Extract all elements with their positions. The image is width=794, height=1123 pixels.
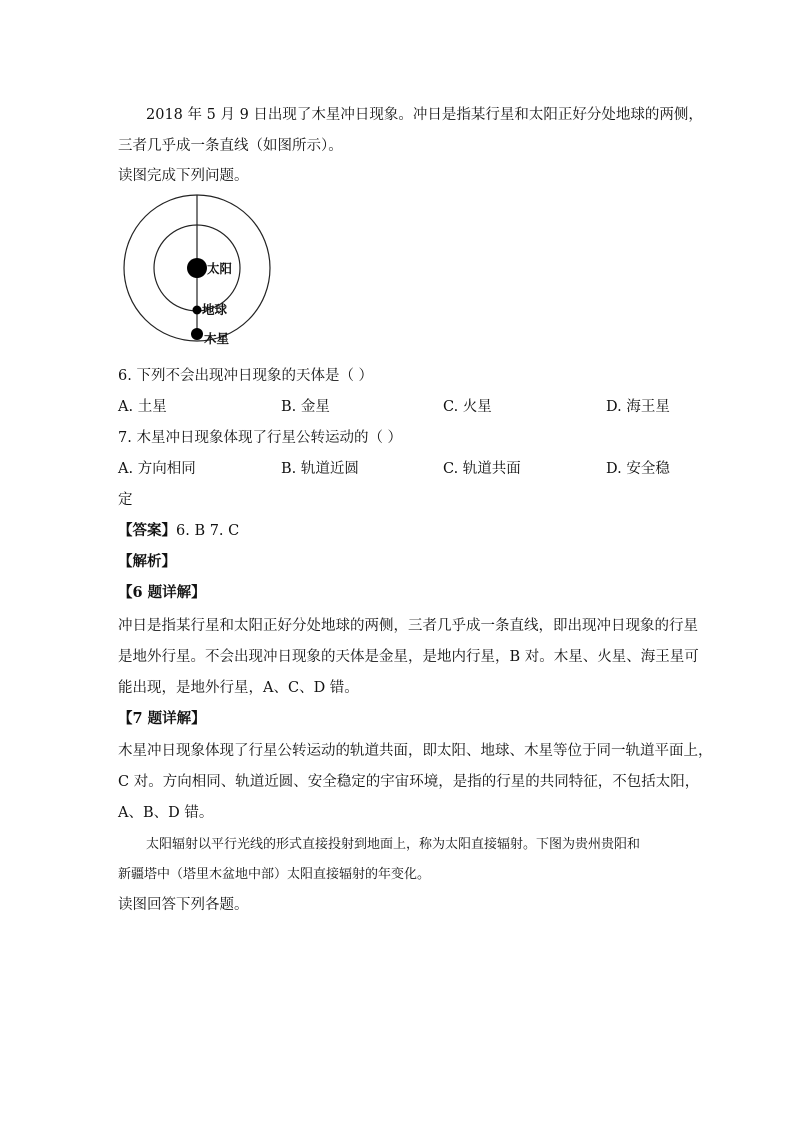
q6-option-c[interactable]: C. 火星 [443,399,492,415]
detail7-line-1: 木星冲日现象体现了行星公转运动的轨道共面，即太阳、地球、木星等位于同一轨道平面上， [118,743,713,759]
next-line-2: 新疆塔中（塔里木盆地中部）太阳直接辐射的年变化。 [118,867,431,882]
analysis-label: 【解析】 [118,553,176,570]
q7-option-c[interactable]: C. 轨道共面 [443,461,521,477]
q7-option-wrap: 定 [118,492,133,508]
intro-line-1: 2018 年 5 月 9 日出现了木星冲日现象。冲日是指某行星和太阳正好分处地球的两侧， [146,107,703,123]
q6-option-b[interactable]: B. 金星 [281,399,330,415]
sun-icon [187,258,207,278]
detail6-line-3: 能出现，是地外行星，A、C、D 错。 [118,680,359,696]
detail6-label: 【6 题详解】 [118,584,206,601]
detail7-label: 【7 题详解】 [118,710,206,727]
orbit-diagram-svg [120,192,275,352]
q7-option-b[interactable]: B. 轨道近圆 [281,461,359,477]
detail7-line-2: C 对。方向相同、轨道近圆、安全稳定的宇宙环境，是指的行星的共同特征，不包括太阳， [118,774,700,790]
detail7-line-3: A、B、D 错。 [118,805,214,821]
next-instruction: 读图回答下列各题。 [118,897,249,913]
intro-line-2: 三者几乎成一条直线（如图所示）。 [118,138,343,154]
detail6-line-2: 是地外行星。不会出现冲日现象的天体是金星，是地内行星，B 对。木星、火星、海王星可 [118,649,699,665]
earth-icon [193,306,202,315]
q6-option-a[interactable]: A. 土星 [118,399,167,415]
sun-label: 太阳 [207,261,233,276]
answer-label: 【答案】 [118,522,176,539]
jupiter-icon [191,328,203,340]
answer-text: 6. B 7. C [176,523,240,539]
detail6-line-1: 冲日是指某行星和太阳正好分处地球的两侧，三者几乎成一条直线，即出现冲日现象的行星 [118,618,698,634]
orbit-diagram [120,192,275,352]
intro-instruction: 读图完成下列问题。 [118,168,249,184]
q7-stem: 7. 木星冲日现象体现了行星公转运动的（ ） [118,430,403,446]
jupiter-label: 木星 [204,331,230,346]
earth-label: 地球 [202,302,228,317]
q7-option-d[interactable]: D. 安全稳 [606,461,670,477]
next-line-1: 太阳辐射以平行光线的形式直接投射到地面上，称为太阳直接辐射。下图为贵州贵阳和 [146,837,641,852]
q6-option-d[interactable]: D. 海王星 [606,399,670,415]
q7-option-a[interactable]: A. 方向相同 [118,461,196,477]
q6-stem: 6. 下列不会出现冲日现象的天体是（ ） [118,368,374,384]
answer-row [118,519,239,540]
